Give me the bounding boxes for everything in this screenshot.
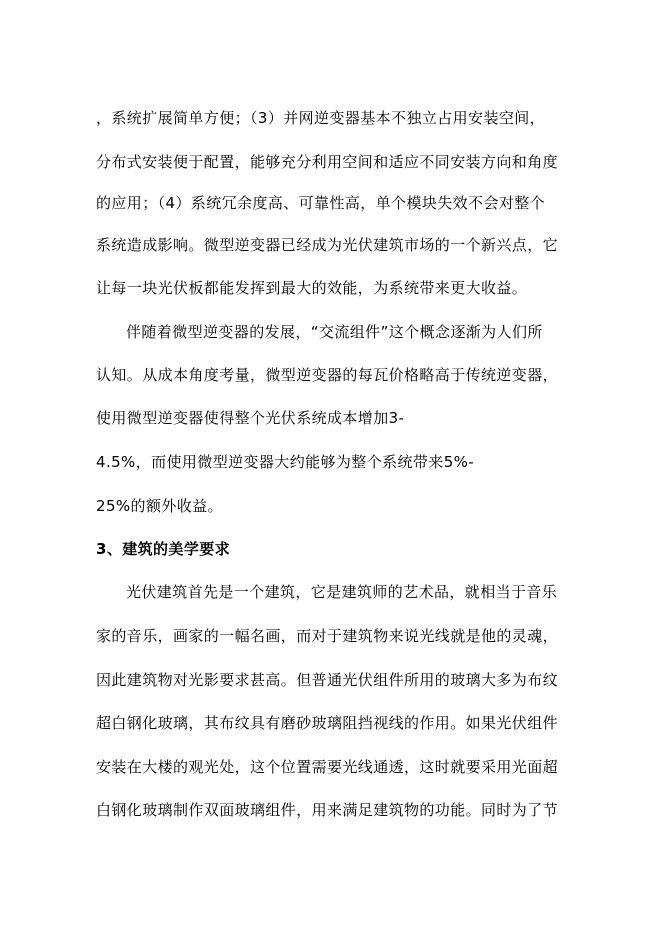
text-line: 使用微型逆变器使得整个光伏系统成本增加3-: [96, 409, 405, 427]
text-line: 安装在大楼的观光处，这个位置需要光线通透，这时就要采用光面超: [96, 758, 559, 776]
text-line: 分布式安装便于配置，能够充分利用空间和适应不同安装方向和角度: [96, 153, 559, 171]
text-line: 伴随着微型逆变器的发展，“交流组件”这个概念逐渐为人们所: [126, 323, 543, 341]
text-line: 系统造成影响。微型逆变器已经成为光伏建筑市场的一个新兴点，它: [96, 236, 559, 254]
text-line: 因此建筑物对光影要求甚高。但普通光伏组件所用的玻璃大多为布纹: [96, 671, 559, 689]
text-line: 认知。从成本角度考量，微型逆变器的每瓦价格略高于传统逆变器，: [96, 366, 559, 384]
text-line: 超白钢化玻璃，其布纹具有磨砂玻璃阻挡视线的作用。如果光伏组件: [96, 714, 559, 732]
text-line: 白钢化玻璃制作双面玻璃组件，用来满足建筑物的功能。同时为了节: [96, 801, 559, 819]
text-line: 让每一块光伏板都能发挥到最大的效能，为系统带来更大收益。: [96, 279, 528, 297]
text-line: 家的音乐，画家的一幅名画，而对于建筑物来说光线就是他的灵魂，: [96, 627, 559, 645]
text-line: 的应用；（4）系统冗余度高、可靠性高，单个模块失效不会对整个: [96, 194, 546, 212]
section-heading: 3、建筑的美学要求: [96, 540, 231, 558]
text-line: 光伏建筑首先是一个建筑，它是建筑师的艺术品，就相当于音乐: [126, 583, 558, 601]
text-line: 25%的额外收益。: [96, 497, 223, 515]
text-line: ，系统扩展简单方便；（3）并网逆变器基本不独立占用安装空间，: [96, 109, 546, 127]
text-line: 4.5%，而使用微型逆变器大约能够为整个系统带来5%-: [96, 453, 475, 471]
